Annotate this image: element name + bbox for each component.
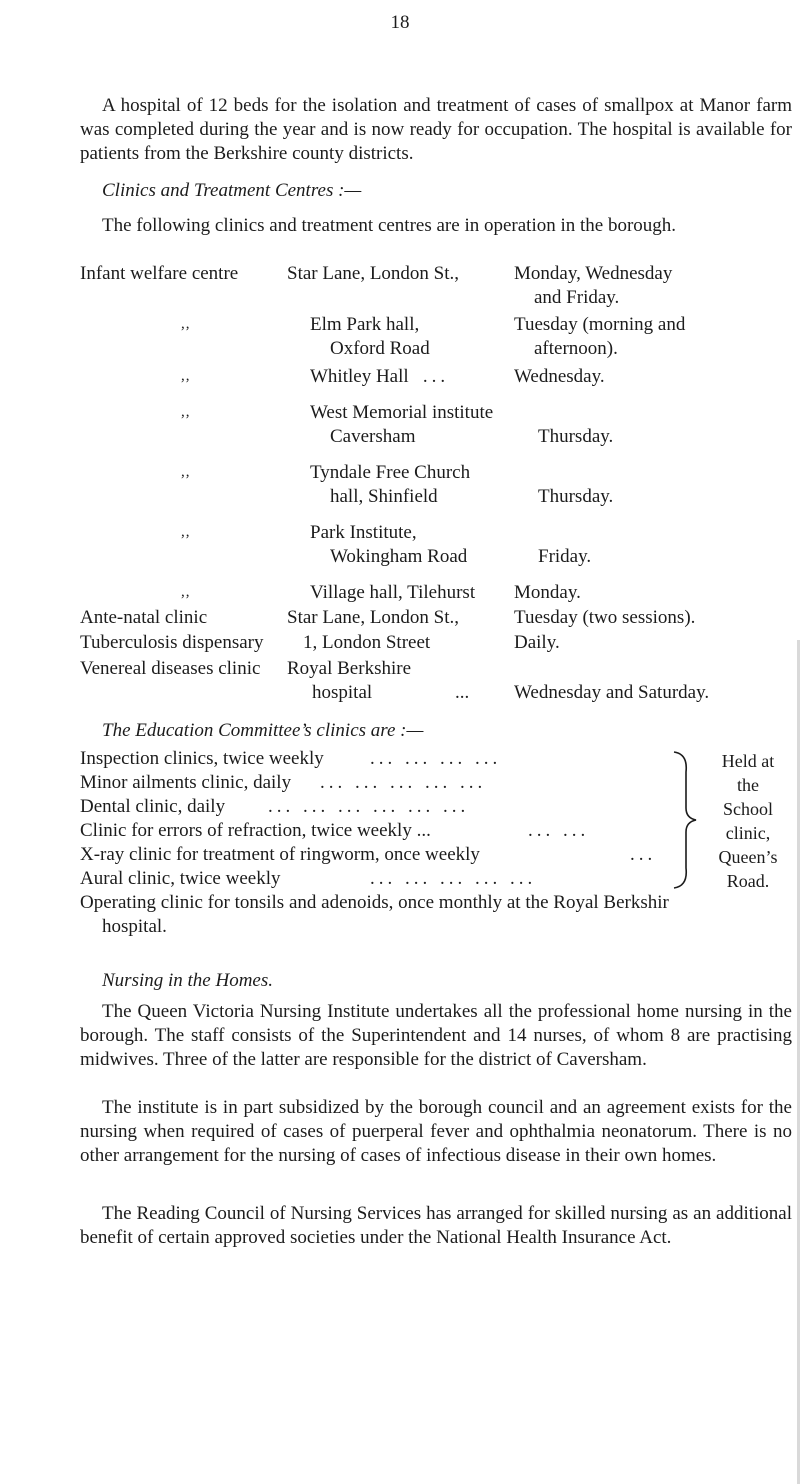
education-heading: The Education Committee’s clinics are :— <box>102 720 424 741</box>
leader-dots: ... <box>422 366 450 387</box>
held-at-label: Queen’s <box>718 847 778 867</box>
ditto-mark: ,, <box>181 464 191 480</box>
clinic-days: Monday. <box>514 582 581 603</box>
held-at-label: Held at <box>721 751 775 771</box>
leader-dots: ... <box>630 844 657 865</box>
clinic-place: Tyndale Free Church <box>310 462 471 483</box>
education-item: Aural clinic, twice weekly <box>80 868 281 889</box>
nursing-heading: Nursing in the Homes. <box>102 970 273 991</box>
clinic-place-cont: hall, Shinfield <box>330 486 438 507</box>
nursing-paragraph <box>80 1202 792 1250</box>
clinic-days: Wednesday. <box>514 366 605 387</box>
clinic-place: 1, London Street <box>303 632 431 653</box>
nursing-paragraph-text: The Queen Victoria Nursing Institute undertakes all the professional home nursing in the borough. The staff consists of the Superintendent and 14 nurses, of whom 8 are practising midwives. Three of the latter are responsible for the district of Caversham. <box>80 1001 792 1070</box>
ditto-mark: ,, <box>181 584 191 600</box>
clinic-place-cont: Caversham <box>330 426 416 447</box>
clinic-days: Wednesday and Saturday. <box>514 682 710 703</box>
operating-clinic-line: Operating clinic for tonsils and adenoids, once monthly at the Royal Berkshir <box>80 892 669 913</box>
clinic-days: Thursday. <box>538 486 614 507</box>
held-at-label: clinic, <box>725 823 771 843</box>
clinics-intro <box>80 214 792 238</box>
right-brace-icon <box>670 750 698 890</box>
leader-dots: ... ... <box>528 820 590 841</box>
ditto-mark: ,, <box>181 404 191 420</box>
clinic-name: Tuberculosis dispensary <box>80 632 264 653</box>
leader-dots: ... ... ... ... <box>370 748 502 769</box>
held-at-label: School <box>722 799 773 819</box>
leader-dots: ... <box>455 682 470 703</box>
clinic-place: Star Lane, London St., <box>287 607 460 628</box>
ditto-mark: ,, <box>181 368 191 384</box>
page-number: 18 <box>390 12 410 33</box>
clinic-name: Venereal diseases clinic <box>80 658 261 679</box>
nursing-paragraph <box>80 1000 792 1072</box>
leader-dots: ... ... ... ... ... <box>370 868 537 889</box>
clinic-days-cont: and Friday. <box>534 287 620 308</box>
ditto-mark: ,, <box>181 524 191 540</box>
operating-clinic-line-cont: hospital. <box>102 916 167 937</box>
nursing-paragraph-text: The Reading Council of Nursing Services has arranged for skilled nursing as an additional benefit of certain approved societies under the National Health Insurance Act. <box>80 1203 792 1248</box>
clinic-days: Tuesday (two sessions). <box>514 607 696 628</box>
ditto-mark: ,, <box>181 316 191 332</box>
clinic-days: Thursday. <box>538 426 614 447</box>
nursing-paragraph <box>80 1096 792 1168</box>
clinic-place-cont: Oxford Road <box>330 338 430 359</box>
education-item: Inspection clinics, twice weekly <box>80 748 324 769</box>
clinic-days: Friday. <box>538 546 592 567</box>
education-item: X-ray clinic for treatment of ringworm, once weekly <box>80 844 480 865</box>
held-at-label: the <box>737 775 759 795</box>
clinic-place: Elm Park hall, <box>310 314 420 335</box>
clinic-place: Village hall, Tilehurst <box>310 582 476 603</box>
clinic-place: Park Institute, <box>310 522 417 543</box>
intro-paragraph <box>80 94 792 166</box>
held-at-label: Road. <box>726 871 770 891</box>
clinic-place-cont: Wokingham Road <box>330 546 468 567</box>
education-item: Clinic for errors of refraction, twice weekly ... <box>80 820 431 841</box>
education-item: Minor ailments clinic, daily <box>80 772 292 793</box>
leader-dots: ... ... ... ... ... ... <box>268 796 470 817</box>
clinic-days: Tuesday (morning and <box>514 314 686 335</box>
clinic-days-cont: afternoon). <box>534 338 618 359</box>
clinics-heading: Clinics and Treatment Centres :— <box>102 180 362 201</box>
clinic-place: Star Lane, London St., <box>287 263 460 284</box>
leader-dots: ... ... ... ... ... <box>320 772 487 793</box>
intro-text: A hospital of 12 beds for the isolation and treatment of cases of smallpox at Manor farm was completed during the year and is now ready for occupation. The hospital is available for patients from the Berkshire county districts. <box>80 95 792 164</box>
clinic-place-cont: hospital <box>312 682 373 703</box>
nursing-paragraph-text: The institute is in part subsidized by the borough council and an agreement exists for the nursing when required of cases of puerperal fever and ophthalmia neonatorum. There is no other arrangement for the nursing of cases of infectious disease in their own homes. <box>80 1097 792 1166</box>
education-item: Dental clinic, daily <box>80 796 226 817</box>
clinics-intro-text: The following clinics and treatment centres are in operation in the borough. <box>102 215 677 236</box>
clinic-days: Monday, Wednesday <box>514 263 673 284</box>
clinic-place: Royal Berkshire <box>287 658 412 679</box>
clinic-days: Daily. <box>514 632 560 653</box>
clinic-place: Whitley Hall ... <box>310 366 450 387</box>
clinic-place: West Memorial institute <box>310 402 494 423</box>
clinic-name: Infant welfare centre <box>80 263 239 284</box>
clinic-name: Ante-natal clinic <box>80 607 208 628</box>
